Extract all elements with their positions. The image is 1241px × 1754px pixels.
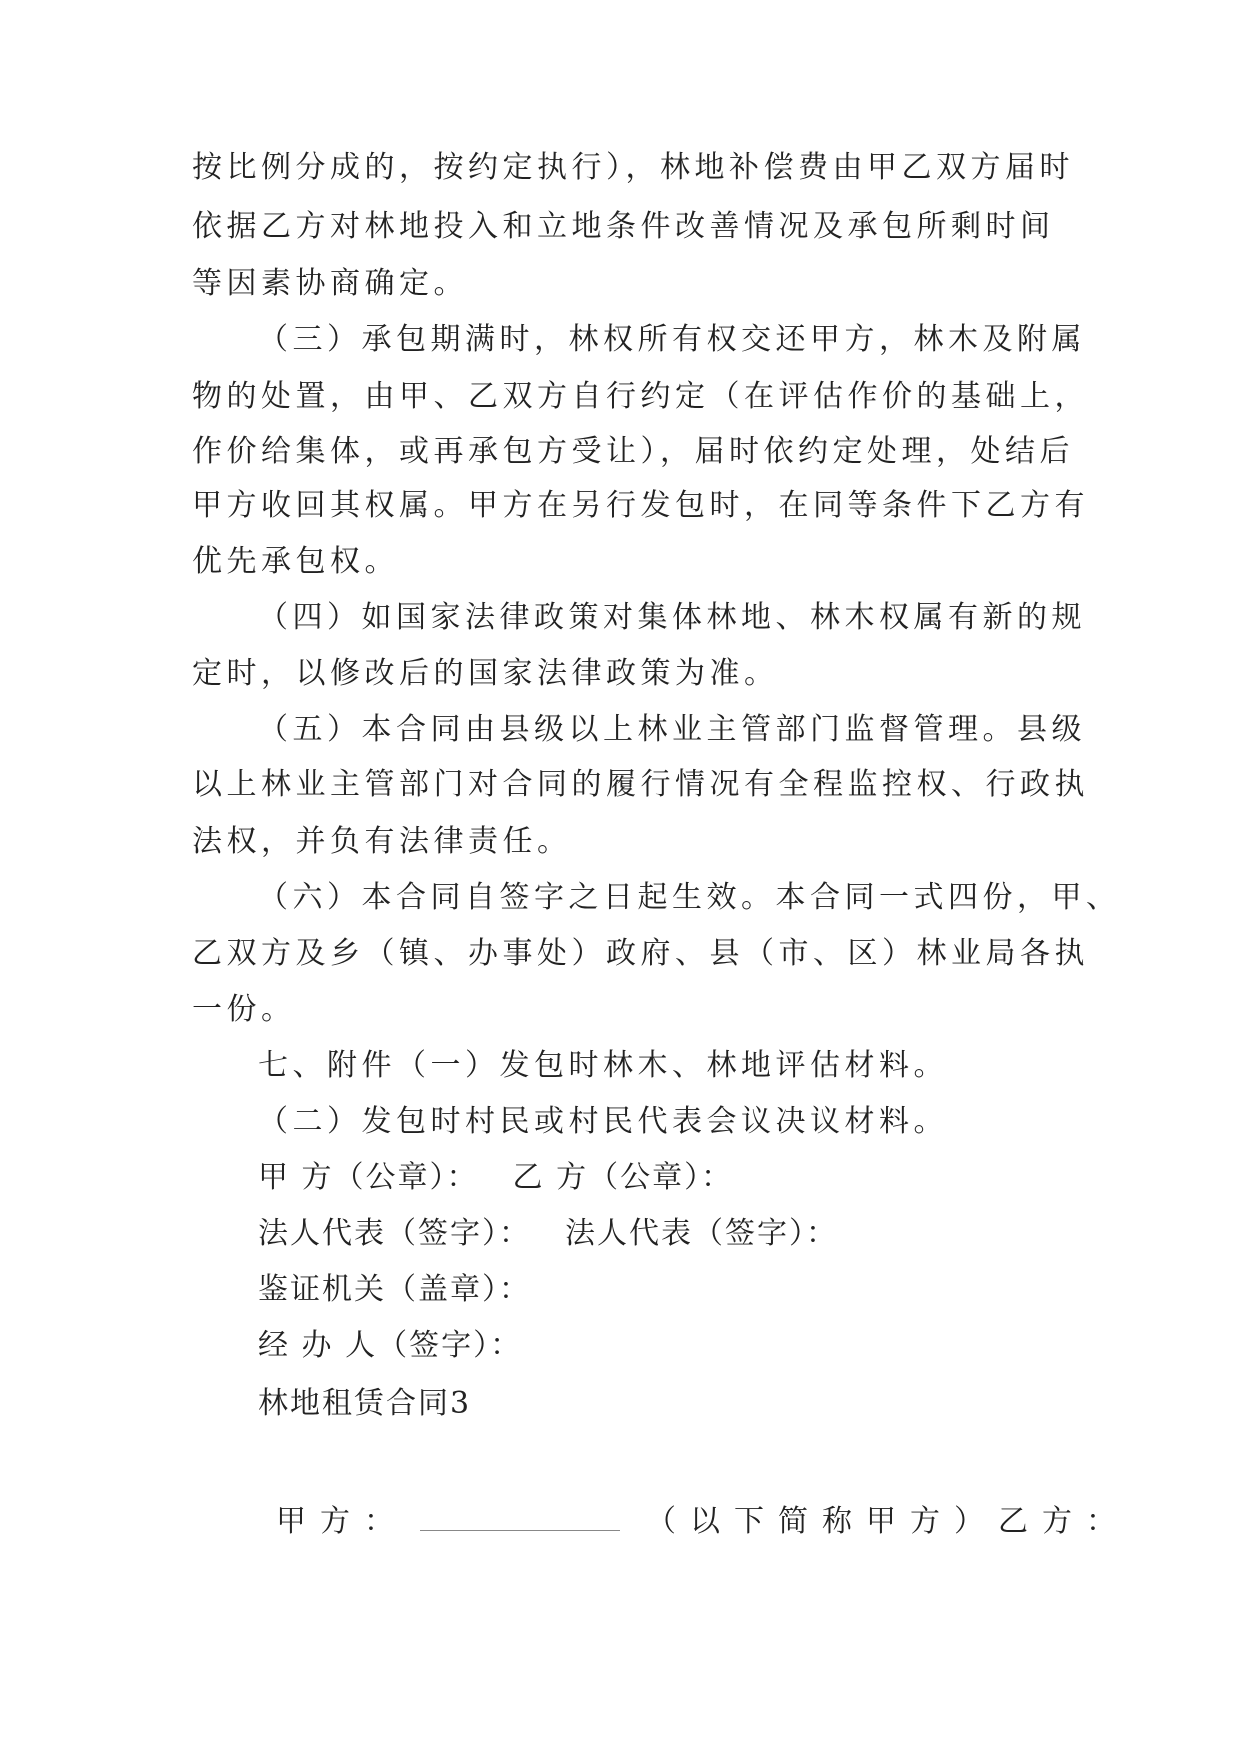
signature-party-row — [258, 1158, 733, 1198]
paragraph-line: 优先承包权。 — [192, 544, 399, 579]
paragraph-line: 定时，以修改后的国家法律政策为准。 — [192, 656, 779, 691]
paragraph-line: （三）承包期满时，林权所有权交还甲方，林木及附属 — [258, 322, 1086, 357]
signature-legal-rep-row — [258, 1214, 838, 1254]
attachments-heading: 七、附件（一）发包时林木、林地评估材料。 — [258, 1048, 948, 1083]
paragraph-line: 物的处置，由甲、乙双方自行约定（在评估作价的基础上， — [192, 379, 1089, 414]
party-line — [276, 1502, 1130, 1542]
party-b-label: 乙方： — [998, 1504, 1130, 1539]
paragraph-line: 等因素协商确定。 — [192, 266, 468, 301]
legal-rep-b-label: 法人代表（签字）： — [565, 1216, 838, 1251]
abbrev-note: （以下简称甲方） — [646, 1504, 998, 1539]
verification-authority-label: 鉴证机关（盖章）： — [258, 1272, 531, 1307]
paragraph-line: 乙双方及乡（镇、办事处）政府、县（市、区）林业局各执 — [192, 936, 1089, 971]
paragraph-line: 依据乙方对林地投入和立地条件改善情况及承包所剩时间 — [192, 209, 1055, 244]
handler-label: 经 办 人（签字）： — [258, 1328, 523, 1363]
paragraph-line: （六）本合同自签字之日起生效。本合同一式四份，甲、 — [258, 880, 1121, 915]
legal-rep-a-label: 法人代表（签字）： — [258, 1216, 531, 1251]
party-a-seal-label: 甲 方（公章）： — [258, 1160, 479, 1195]
paragraph-line: 法权，并负有法律责任。 — [192, 824, 572, 859]
next-contract-title: 林地租赁合同3 — [258, 1386, 472, 1421]
paragraph-line: 按比例分成的，按约定执行），林地补偿费由甲乙双方届时 — [192, 150, 1074, 185]
paragraph-line: 一份。 — [192, 992, 296, 1027]
paragraph-line: 以上林业主管部门对合同的履行情况有全程监控权、行政执 — [192, 767, 1089, 802]
party-b-seal-label: 乙 方（公章）： — [512, 1160, 734, 1195]
party-a-blank — [420, 1504, 620, 1531]
paragraph-line: （五）本合同由县级以上林业主管部门监督管理。县级 — [258, 712, 1086, 747]
paragraph-line: 作价给集体，或再承包方受让），届时依约定处理，处结后 — [192, 434, 1074, 469]
attachment-item: （二）发包时村民或村民代表会议决议材料。 — [258, 1104, 948, 1139]
paragraph-line: 甲方收回其权属。甲方在另行发包时，在同等条件下乙方有 — [192, 488, 1089, 523]
paragraph-line: （四）如国家法律政策对集体林地、林木权属有新的规 — [258, 600, 1086, 635]
party-a-label: 甲方： — [276, 1504, 408, 1539]
